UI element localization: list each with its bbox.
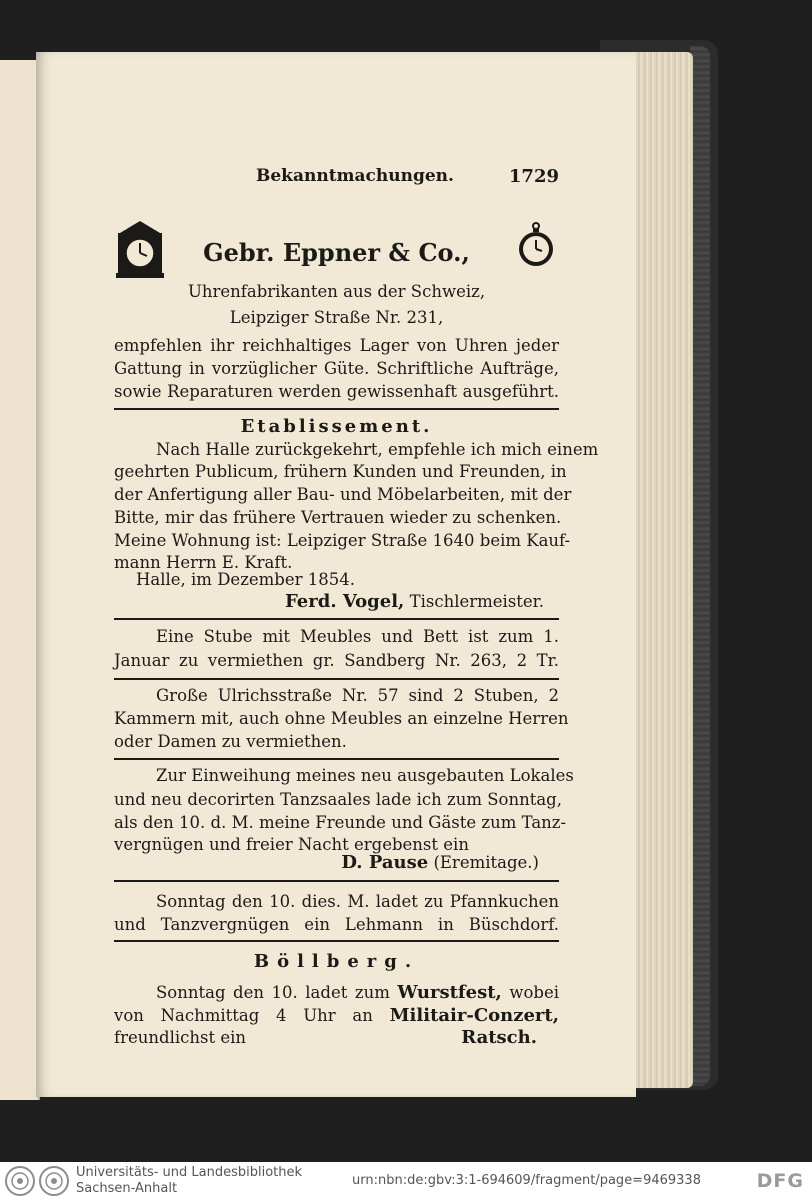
divider-rule [114, 618, 559, 620]
text-run: freundlichst ein [114, 1028, 247, 1047]
ad-line: und Tanzvergnügen ein Lehmann in Büschdorf. [114, 915, 559, 934]
ad-line: geehrten Publicum, frühern Kunden und Freunden, in [114, 462, 567, 481]
ad-line: Januar zu vermiethen gr. Sandberg Nr. 263, 2 Tr. [114, 651, 559, 670]
footer-bar [0, 1162, 812, 1200]
event-name: Wurstfest, [397, 982, 502, 1003]
event-name: Militair-Conzert, [389, 1005, 559, 1026]
text-run: Sonntag den 10. ladet zum [156, 983, 390, 1002]
ad-line: als den 10. d. M. meine Freunde und Gäste zum Tanz- [114, 813, 567, 832]
ad-line: Sonntag den 10. dies. M. ladet zu Pfannkuchen [156, 892, 559, 911]
ad-line [114, 1027, 559, 1049]
text-run: von Nachmittag 4 Uhr an [114, 1006, 373, 1025]
ad-line: Kammern mit, auch ohne Meubles an einzelne Herren [114, 709, 569, 728]
ad-line: Gattung in vorzüglicher Güte. Schriftliche Aufträge, [114, 359, 559, 378]
divider-rule [114, 408, 559, 410]
book-page [36, 52, 636, 1097]
signature-name: D. Pause [341, 852, 429, 873]
ad-title-eppner: Gebr. Eppner & Co., [203, 238, 470, 267]
ad-line: Zur Einweihung meines neu ausgebauten Lokales [156, 766, 574, 785]
signature-name: Ferd. Vogel, [285, 591, 405, 612]
divider-rule [114, 940, 559, 942]
ad-line: sowie Reparaturen werden gewissenhaft ausgeführt. [114, 382, 559, 401]
ad-line: Bitte, mir das frühere Vertrauen wieder zu schenken. [114, 508, 562, 527]
ad-line: vergnügen und freier Nacht ergebenst ein [114, 835, 469, 854]
ad-line: und neu decorirten Tanzsaales lade ich zum Sonntag, [114, 790, 562, 809]
divider-rule [114, 758, 559, 760]
ad-line: mann Herrn E. Kraft. [114, 553, 293, 572]
page-number: 1729 [508, 166, 559, 187]
institution-name: Universitäts- und Landesbibliothek [76, 1165, 303, 1180]
signature-role: (Eremitage.) [433, 853, 539, 872]
library-seal-icon [38, 1165, 70, 1197]
left-page-edge [0, 60, 40, 1100]
signature-name: Ratsch. [461, 1027, 537, 1048]
text-run: wobei [509, 983, 560, 1002]
ad-line: Eine Stube mit Meubles und Bett ist zum 1. [156, 627, 559, 646]
funder-logo: DFG [756, 1170, 804, 1192]
divider-rule [114, 678, 559, 680]
ad-line: Uhrenfabrikanten aus der Schweiz, [187, 282, 486, 301]
ad-title-etablissement: Etablissement. [240, 416, 433, 437]
divider-rule [114, 880, 559, 882]
ad-line: Halle, im Dezember 1854. [136, 570, 355, 589]
ad-line: Große Ulrichsstraße Nr. 57 sind 2 Stuben, 2 [156, 686, 559, 705]
running-header [114, 166, 559, 190]
institution-region: Sachsen-Anhalt [76, 1181, 178, 1196]
ad-line: empfehlen ihr reichhaltiges Lager von Uhren jeder [114, 336, 559, 355]
urn-link[interactable]: urn:nbn:de:gbv:3:1-694609/fragment/page=9469338 [352, 1173, 701, 1188]
ad-line [114, 982, 559, 1004]
ad-line: Meine Wohnung ist: Leipziger Straße 1640 beim Kauf- [114, 531, 571, 550]
ad-line [114, 1005, 559, 1027]
ad-title-boellberg: Böllberg. [253, 951, 420, 972]
ad-signature [114, 591, 544, 613]
book-spine-edge [690, 46, 710, 1086]
ad-signature [114, 852, 539, 874]
ad-line: Leipziger Straße Nr. 231, [229, 308, 444, 327]
ad-line: Nach Halle zurückgekehrt, empfehle ich mich einem [156, 440, 599, 459]
section-title: Bekanntmachungen. [256, 166, 454, 186]
library-seal-icon [4, 1165, 36, 1197]
ad-line: der Anfertigung aller Bau- und Möbelarbeiten, mit der [114, 485, 572, 504]
ad-line: oder Damen zu vermiethen. [114, 732, 347, 751]
signature-role: Tischlermeister. [409, 592, 544, 611]
